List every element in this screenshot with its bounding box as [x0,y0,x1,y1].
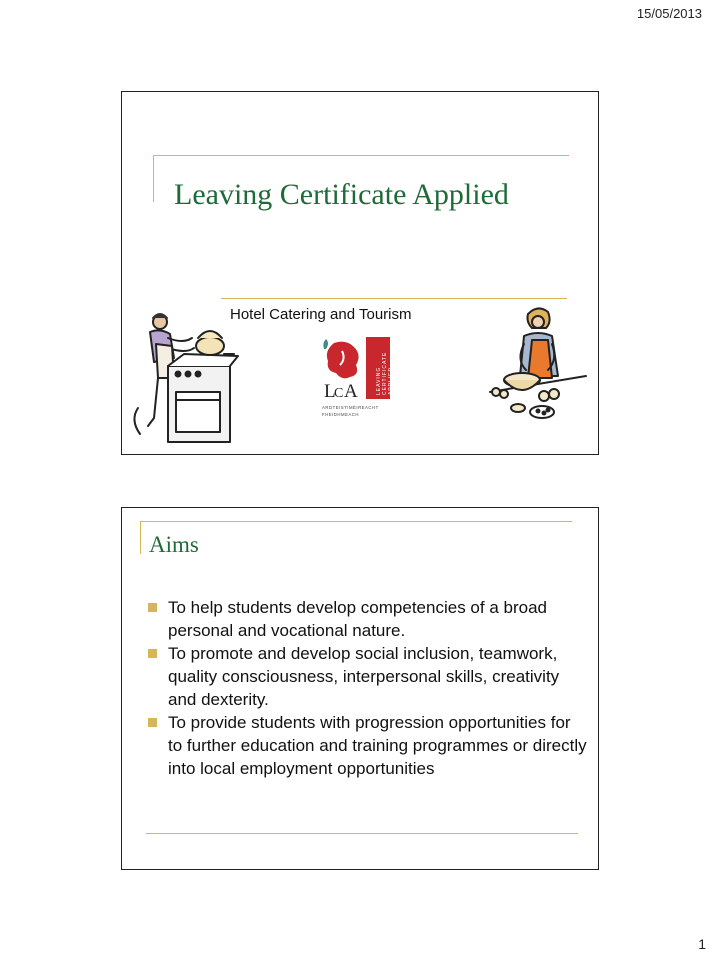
svg-text:APPLIED: APPLIED [388,366,394,395]
woman-mixing-bowl-clipart [486,304,590,428]
chef-at-stove-clipart [128,308,240,448]
aims-rule-top [140,521,572,522]
svg-text:C: C [334,386,344,401]
page-number: 1 [698,936,706,952]
slide-aims [121,507,599,870]
lca-logo-graphic [320,337,394,421]
lca-logo [320,337,394,421]
bullet-text: To promote and develop social inclusion, teamwork, quality consciousness, interpersonal skills, creativity and dexterity. [168,644,560,709]
aims-rule-left [140,521,141,554]
square-bullet-icon [148,649,157,658]
title-rule-top [153,155,569,156]
print-date: 15/05/2013 [636,6,702,21]
svg-text:LEAVING: LEAVING [376,366,382,395]
slide-subtitle: Hotel Catering and Tourism [230,306,412,323]
list-item [148,596,588,642]
aims-rule-bottom [146,833,578,834]
subtitle-rule [221,298,567,299]
slide-title-text: Leaving Certificate Applied [174,178,509,211]
list-item [148,642,588,711]
bullet-text: To provide students with progression opportunities for to further education and training programmes or directly into local employment opportunities [168,713,587,778]
square-bullet-icon [148,718,157,727]
svg-text:CERTIFICATE: CERTIFICATE [382,351,388,395]
slide-title [121,91,599,455]
svg-text:A: A [344,381,358,402]
aims-title: Aims [149,532,199,557]
svg-text:L: L [324,381,336,402]
aims-bullet-list [148,596,588,780]
bullet-text: To help students develop competencies of a broad personal and vocational nature. [168,598,547,640]
svg-text:FHEIDHMEACH: FHEIDHMEACH [322,412,360,417]
svg-text:ARDTEISTIMÉIREACHT: ARDTEISTIMÉIREACHT [322,405,379,410]
square-bullet-icon [148,603,157,612]
title-rule-left [153,155,154,202]
list-item [148,711,588,780]
